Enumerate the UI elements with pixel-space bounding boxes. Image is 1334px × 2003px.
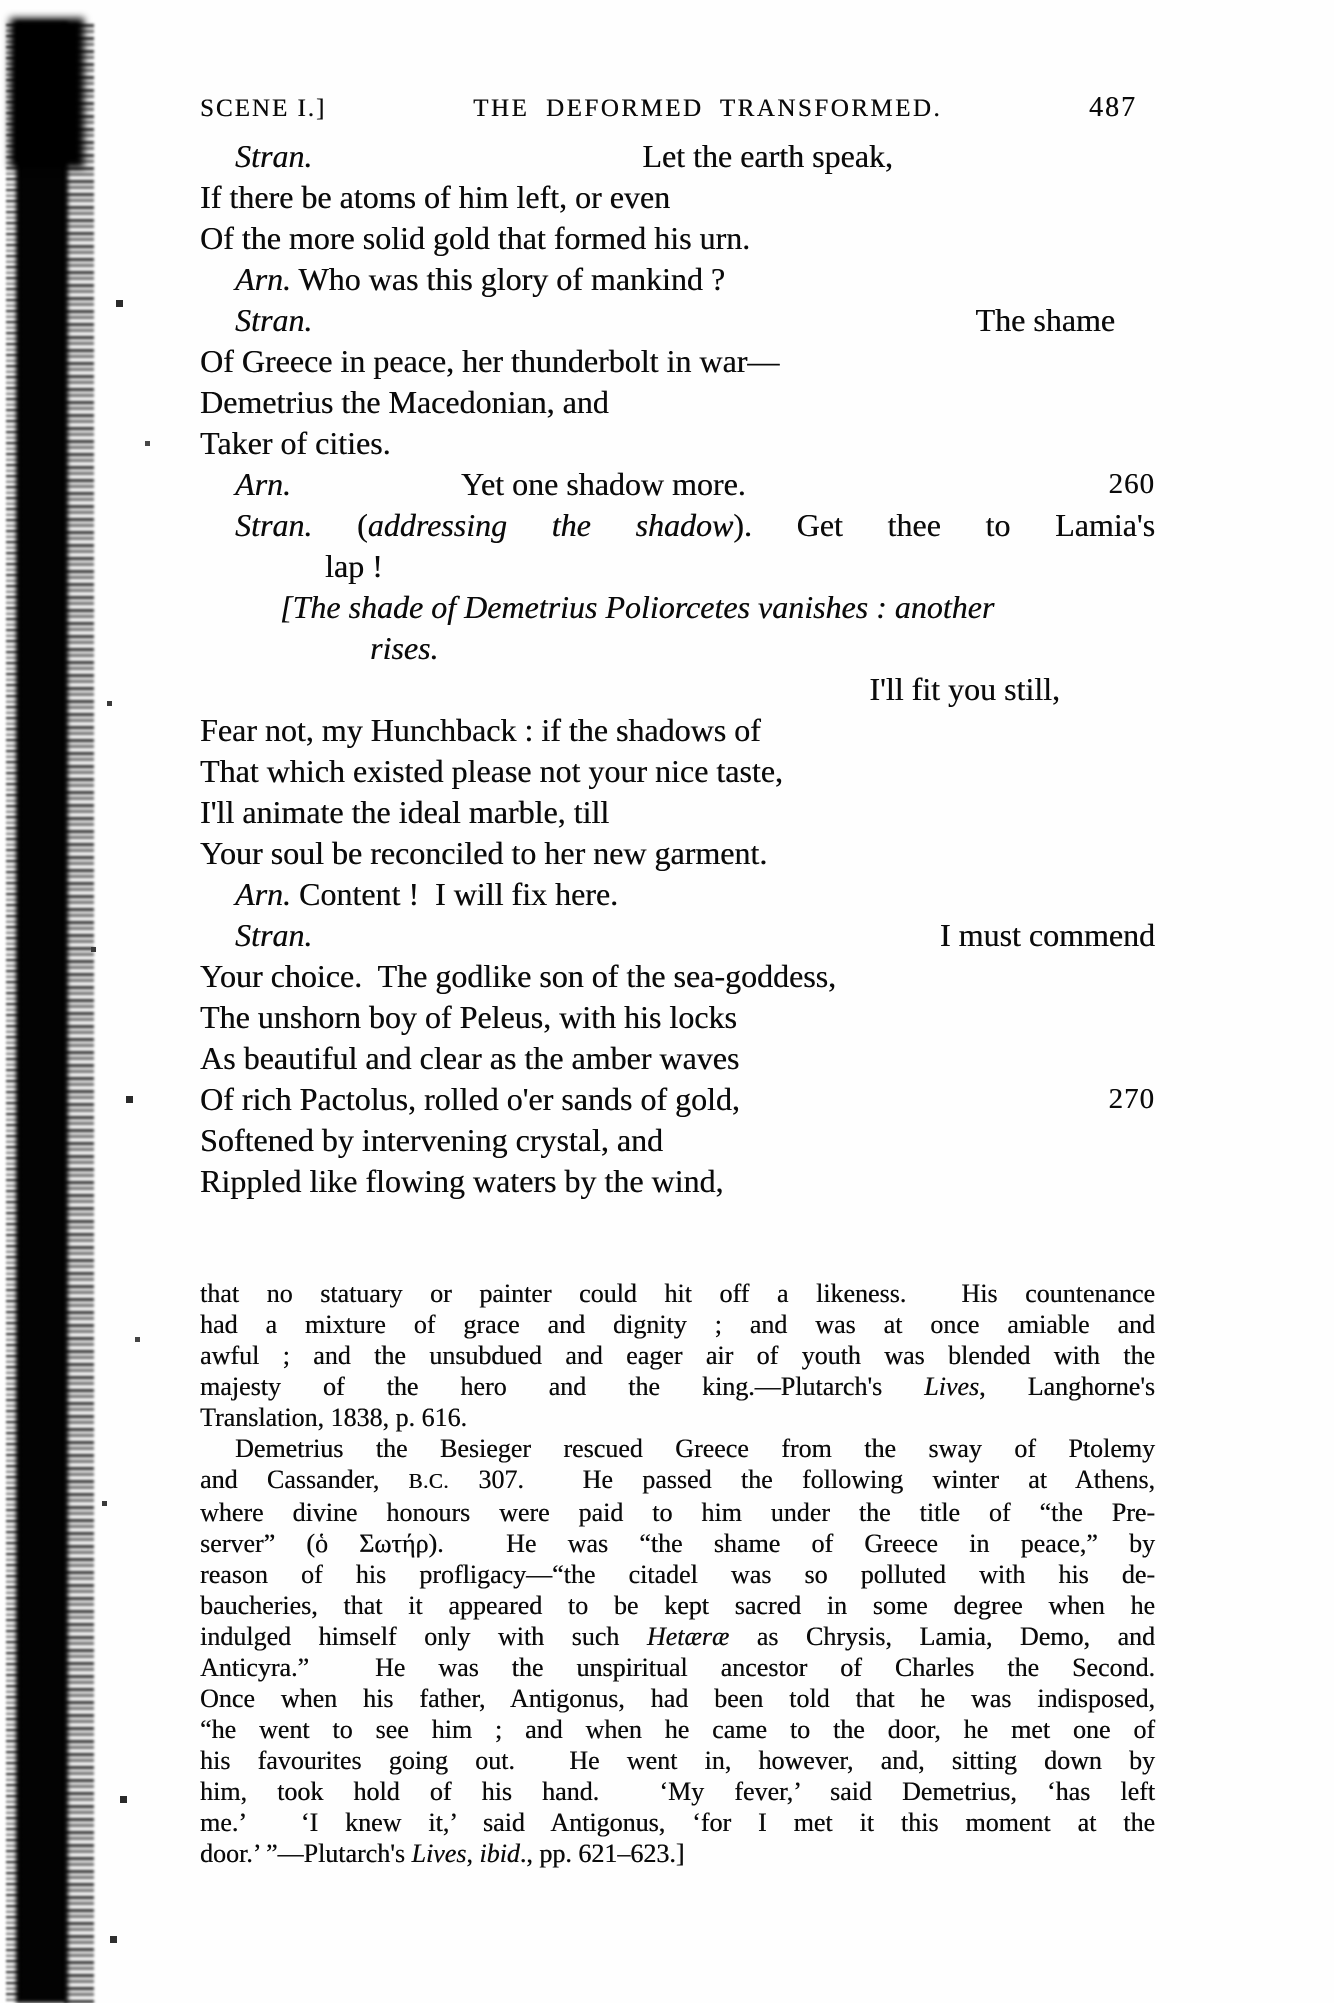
- verse-line: [200, 382, 1155, 423]
- footnote-line: [200, 1497, 1155, 1528]
- text-segment: had a mixture of grace and dignity ; and was at once amiable and: [200, 1310, 1155, 1339]
- text-segment: Anticyra.” He was the unspiritual ancestor of Charles the Second.: [200, 1653, 1155, 1682]
- text-segment: Stran.: [235, 302, 313, 338]
- footnote-line: [200, 1621, 1155, 1652]
- footnote-line: [200, 1838, 1155, 1869]
- verse-line: [200, 669, 1155, 710]
- text-segment: Demetrius the Macedonian, and: [200, 384, 609, 420]
- text-segment: Arn.: [235, 261, 291, 297]
- verse-line: [200, 464, 1155, 505]
- text-segment: reason of his profligacy—“the citadel was so polluted with his de-: [200, 1560, 1155, 1589]
- play-text: [200, 136, 1155, 1202]
- verse-line: [200, 300, 1155, 341]
- verse-line: [200, 341, 1155, 382]
- footnote-line: [200, 1464, 1155, 1497]
- footnote-line: [200, 1745, 1155, 1776]
- verse-line: [200, 997, 1155, 1038]
- footnote-text: [200, 1278, 1155, 1869]
- text-segment: (: [312, 507, 368, 543]
- verse-line: [200, 505, 1155, 546]
- verse-line: [200, 956, 1155, 997]
- text-segment: and Cassander,: [200, 1465, 409, 1494]
- text-segment: rises.: [370, 630, 439, 666]
- verse-line: [200, 423, 1155, 464]
- text-segment: indulged himself only with such: [200, 1622, 647, 1651]
- text-segment: his favourites going out. He went in, however, and, sitting down by: [200, 1746, 1155, 1775]
- text-segment: I'll fit you still,: [869, 671, 1060, 707]
- scan-speckles: [0, 0, 3, 3]
- footnote-line: [200, 1309, 1155, 1340]
- text-segment: ., pp. 621–623.]: [519, 1839, 685, 1868]
- text-segment: 307. He passed the following winter at Athens,: [449, 1465, 1155, 1494]
- footnote-line: [200, 1807, 1155, 1838]
- text-segment: Stran.: [235, 507, 313, 543]
- text-segment: Stran.: [235, 138, 313, 174]
- footnote-line: [200, 1683, 1155, 1714]
- text-segment: server” (ὁ Σωτήρ). He was “the shame of Greece in peace,” by: [200, 1529, 1155, 1558]
- verse-line: [200, 1161, 1155, 1202]
- text-segment: “he went to see him ; and when he came to the door, he met one of: [200, 1715, 1155, 1744]
- text-segment: Once when his father, Antigonus, had been told that he was indisposed,: [200, 1684, 1155, 1713]
- text-segment: , Langhorne's: [979, 1372, 1155, 1401]
- line-number: 260: [1108, 468, 1155, 500]
- text-segment: [The shade of Demetrius Poliorcetes vanishes : another: [280, 589, 995, 625]
- footnote-line: [200, 1590, 1155, 1621]
- text-segment: baucheries, that it appeared to be kept sacred in some degree when he: [200, 1591, 1155, 1620]
- text-segment: ). Get thee to Lamia's: [733, 507, 1156, 543]
- text-segment: Stran.: [235, 917, 313, 953]
- footnote-line: [200, 1278, 1155, 1309]
- scan-gutter-band: [16, 22, 68, 2003]
- text-segment: The unshorn boy of Peleus, with his locks: [200, 999, 737, 1035]
- text-segment: addressing the shadow: [367, 507, 734, 543]
- text-segment: Your choice. The godlike son of the sea-goddess,: [200, 958, 837, 994]
- footnote-line: [200, 1402, 1155, 1433]
- verse-line: [200, 218, 1155, 259]
- footnote-line: [200, 1714, 1155, 1745]
- verse-line: [200, 792, 1155, 833]
- text-segment: Softened by intervening crystal, and: [200, 1122, 663, 1158]
- text-segment: Hetæræ: [646, 1622, 730, 1651]
- footnote-line: [200, 1433, 1155, 1464]
- text-segment: Who was this glory of mankind ?: [291, 261, 726, 297]
- verse-line: [200, 259, 1155, 300]
- text-segment: B.C.: [408, 1469, 450, 1493]
- verse-line: [200, 546, 1155, 587]
- text-segment: ,: [466, 1839, 480, 1868]
- text-segment: lap !: [325, 548, 383, 584]
- verse-line: [200, 136, 1155, 177]
- text-segment: ibid: [479, 1839, 520, 1868]
- text-segment: I'll animate the ideal marble, till: [200, 794, 610, 830]
- text-segment: awful ; and the unsubdued and eager air of youth was blended with the: [200, 1341, 1155, 1370]
- text-segment: as Chrysis, Lamia, Demo, and: [729, 1622, 1155, 1651]
- verse-line: [200, 628, 1155, 669]
- text-segment: Rippled like flowing waters by the wind,: [200, 1163, 724, 1199]
- page-number: 487: [1088, 92, 1137, 123]
- text-segment: Demetrius the Besieger rescued Greece from the sway of Ptolemy: [235, 1434, 1155, 1463]
- text-segment: Translation, 1838, p. 616.: [200, 1403, 467, 1432]
- line-number: 270: [1108, 1083, 1155, 1115]
- footnote-line: [200, 1652, 1155, 1683]
- text-segment: him, took hold of his hand. ‘My fever,’ said Demetrius, ‘has left: [200, 1777, 1155, 1806]
- text-segment: where divine honours were paid to him under the title of “the Pre-: [200, 1498, 1155, 1527]
- verse-line: [200, 833, 1155, 874]
- text-segment: Lives: [924, 1372, 980, 1401]
- text-segment: majesty of the hero and the king.—Plutarch's: [200, 1372, 925, 1401]
- verse-line: [200, 751, 1155, 792]
- text-segment: Fear not, my Hunchback : if the shadows of: [200, 712, 761, 748]
- text-segment: Of the more solid gold that formed his urn.: [200, 220, 751, 256]
- footnote-line: [200, 1371, 1155, 1402]
- scene-label: SCENE I.]: [200, 95, 327, 122]
- scan-gutter-fringe-left: [6, 24, 20, 2003]
- text-segment: I must commend: [939, 917, 1155, 953]
- text-segment: door.’ ”—Plutarch's: [200, 1839, 412, 1868]
- text-segment: Let the earth speak,: [642, 138, 893, 174]
- text-segment: As beautiful and clear as the amber waves: [200, 1040, 740, 1076]
- text-segment: If there be atoms of him left, or even: [200, 179, 671, 215]
- verse-line: [200, 710, 1155, 751]
- page-header: [200, 92, 1155, 124]
- verse-line: [200, 587, 1155, 628]
- text-segment: Of rich Pactolus, rolled o'er sands of gold,: [200, 1081, 740, 1117]
- text-segment: Content ! I will fix here.: [291, 876, 619, 912]
- verse-line: [200, 177, 1155, 218]
- text-segment: Taker of cities.: [200, 425, 391, 461]
- text-segment: That which existed please not your nice taste,: [200, 753, 783, 789]
- running-title: THE DEFORMED TRANSFORMED.: [473, 95, 943, 122]
- verse-line: [200, 915, 1155, 956]
- verse-line: [200, 1079, 1155, 1120]
- text-segment: me.’ ‘I knew it,’ said Antigonus, ‘for I met it this moment at the: [200, 1808, 1155, 1837]
- text-segment: Arn.: [235, 876, 291, 912]
- verse-line: [200, 1120, 1155, 1161]
- text-segment: Arn.: [235, 466, 291, 502]
- verse-line: [200, 874, 1155, 915]
- footnote-line: [200, 1559, 1155, 1590]
- footnote-line: [200, 1340, 1155, 1371]
- text-segment: Your soul be reconciled to her new garment.: [200, 835, 768, 871]
- scan-gutter-fringe-right: [64, 24, 94, 2003]
- footnote-line: [200, 1776, 1155, 1807]
- text-segment: The shame: [975, 302, 1115, 338]
- text-segment: Lives: [411, 1839, 467, 1868]
- verse-line: [200, 1038, 1155, 1079]
- text-segment: Yet one shadow more.: [461, 466, 746, 502]
- text-segment: that no statuary or painter could hit off a likeness. His countenance: [200, 1279, 1155, 1308]
- text-segment: Of Greece in peace, her thunderbolt in war—: [200, 343, 780, 379]
- footnote-line: [200, 1528, 1155, 1559]
